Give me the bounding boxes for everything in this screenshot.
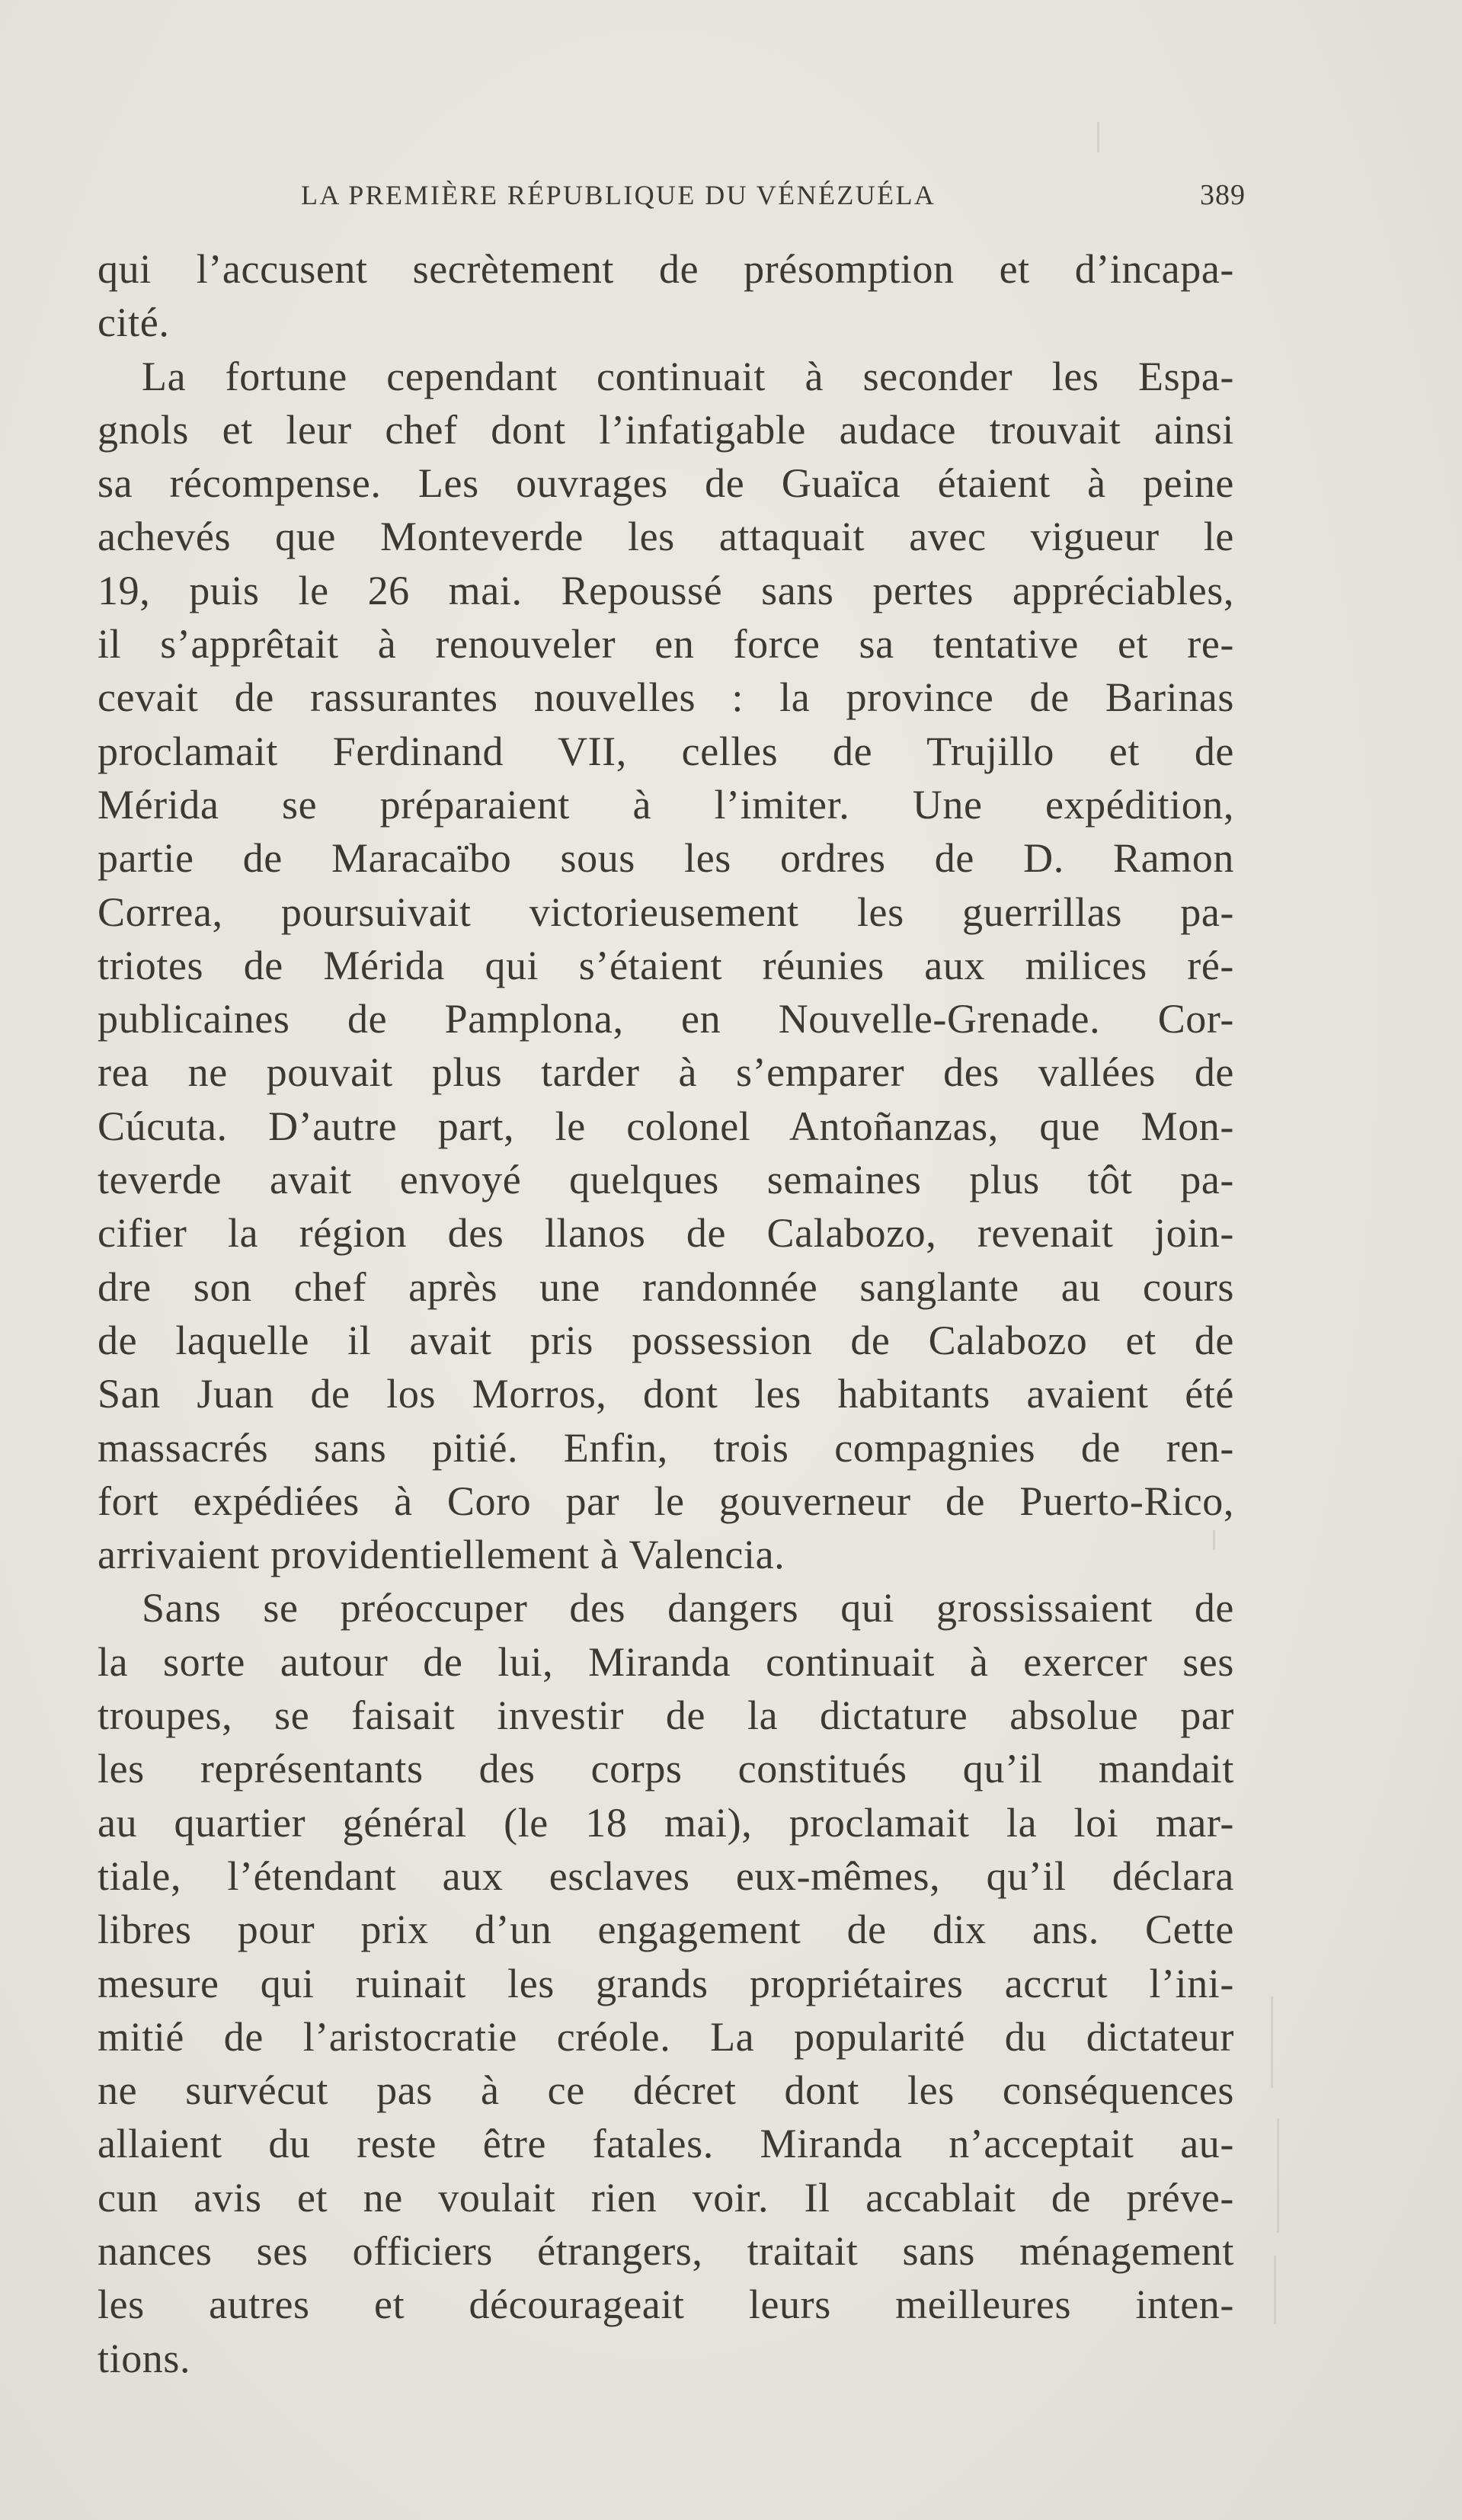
text-line: publicaines de Pamplona, en Nouvelle-Grenade. Cor-	[98, 996, 1234, 1042]
text-line: qui l’accusent secrètement de présomption et d’incapa-	[98, 246, 1234, 292]
text-line: la sorte autour de lui, Miranda continuait à exercer ses	[98, 1638, 1234, 1685]
text-line: triotes de Mérida qui s’étaient réunies aux milices ré-	[98, 942, 1234, 988]
scan-artifact	[1271, 1996, 1273, 2088]
text-line: les autres et décourageait leurs meilleures inten-	[98, 2281, 1234, 2328]
text-line: tions.	[98, 2335, 191, 2381]
text-line: cevait de rassurantes nouvelles : la province de Barinas	[98, 674, 1234, 721]
text-line: 19, puis le 26 mai. Repoussé sans pertes appréciables,	[98, 567, 1234, 613]
page-number: 389	[1200, 179, 1246, 211]
scan-artifact	[1274, 2256, 1276, 2324]
text-line: tiale, l’étendant aux esclaves eux-mêmes, qu’il déclara	[98, 1852, 1234, 1899]
text-line: fort expédiées à Coro par le gouverneur de Puerto-Rico,	[98, 1478, 1234, 1524]
text-line: mitié de l’aristocratie créole. La popularité du dictateur	[98, 2013, 1234, 2060]
text-line: achevés que Monteverde les attaquait avec vigueur le	[98, 514, 1234, 560]
text-line: les représentants des corps constitués qu’il mandait	[98, 1746, 1234, 1792]
text-line: cité.	[98, 299, 170, 346]
text-line: libres pour prix d’un engagement de dix ans. Cette	[98, 1907, 1234, 1953]
text-line: partie de Maracaïbo sous les ordres de D. Ramon	[98, 835, 1234, 882]
text-line: mesure qui ruinait les grands propriétaires accrut l’ini-	[98, 1960, 1234, 2006]
text-line: San Juan de los Morros, dont les habitants avaient été	[98, 1371, 1234, 1417]
text-line: teverde avait envoyé quelques semaines plus tôt pa-	[98, 1157, 1234, 1203]
text-line: Mérida se préparaient à l’imiter. Une expédition,	[98, 781, 1234, 828]
text-line: au quartier général (le 18 mai), proclamait la loi mar-	[98, 1799, 1234, 1846]
text-line: rea ne pouvait plus tarder à s’emparer des vallées de	[98, 1049, 1234, 1096]
text-line: cifier la région des llanos de Calabozo, revenait join-	[98, 1210, 1234, 1257]
scan-artifact	[1213, 1530, 1215, 1550]
scan-artifact	[1277, 2118, 1279, 2233]
text-line: cun avis et ne voulait rien voir. Il accablait de préve-	[98, 2174, 1234, 2221]
paragraph-first-line: La fortune cependant continuait à seconder les Espa-	[142, 353, 1234, 399]
text-line: Cúcuta. D’autre part, le colonel Antoñanzas, que Mon-	[98, 1103, 1234, 1149]
text-line: de laquelle il avait pris possession de Calabozo et de	[98, 1317, 1234, 1363]
text-line: arrivaient providentiellement à Valencia.	[98, 1532, 785, 1578]
page-header	[301, 172, 1246, 218]
text-line: proclamait Ferdinand VII, celles de Trujillo et de	[98, 728, 1234, 774]
text-line: ne survécut pas à ce décret dont les conséquences	[98, 2067, 1234, 2114]
text-line: allaient du reste être fatales. Miranda n’acceptait au-	[98, 2121, 1234, 2167]
text-line: Correa, poursuivait victorieusement les guerrillas pa-	[98, 889, 1234, 935]
running-title: LA PREMIÈRE RÉPUBLIQUE DU VÉNÉZUÉLA	[301, 180, 936, 210]
text-line: gnols et leur chef dont l’infatigable audace trouvait ainsi	[98, 406, 1234, 453]
text-line: sa récompense. Les ouvrages de Guaïca étaient à peine	[98, 460, 1234, 507]
paragraph-first-line: Sans se préoccuper des dangers qui grossissaient de	[142, 1585, 1234, 1631]
scan-artifact	[1097, 122, 1099, 152]
text-line: massacrés sans pitié. Enfin, trois compagnies de ren-	[98, 1424, 1234, 1471]
text-line: il s’apprêtait à renouveler en force sa tentative et re-	[98, 621, 1234, 668]
text-line: nances ses officiers étrangers, traitait sans ménagement	[98, 2227, 1234, 2274]
text-line: troupes, se faisait investir de la dictature absolue par	[98, 1692, 1234, 1739]
text-line: dre son chef après une randonnée sanglante au cours	[98, 1263, 1234, 1310]
body-text	[98, 242, 1234, 2385]
